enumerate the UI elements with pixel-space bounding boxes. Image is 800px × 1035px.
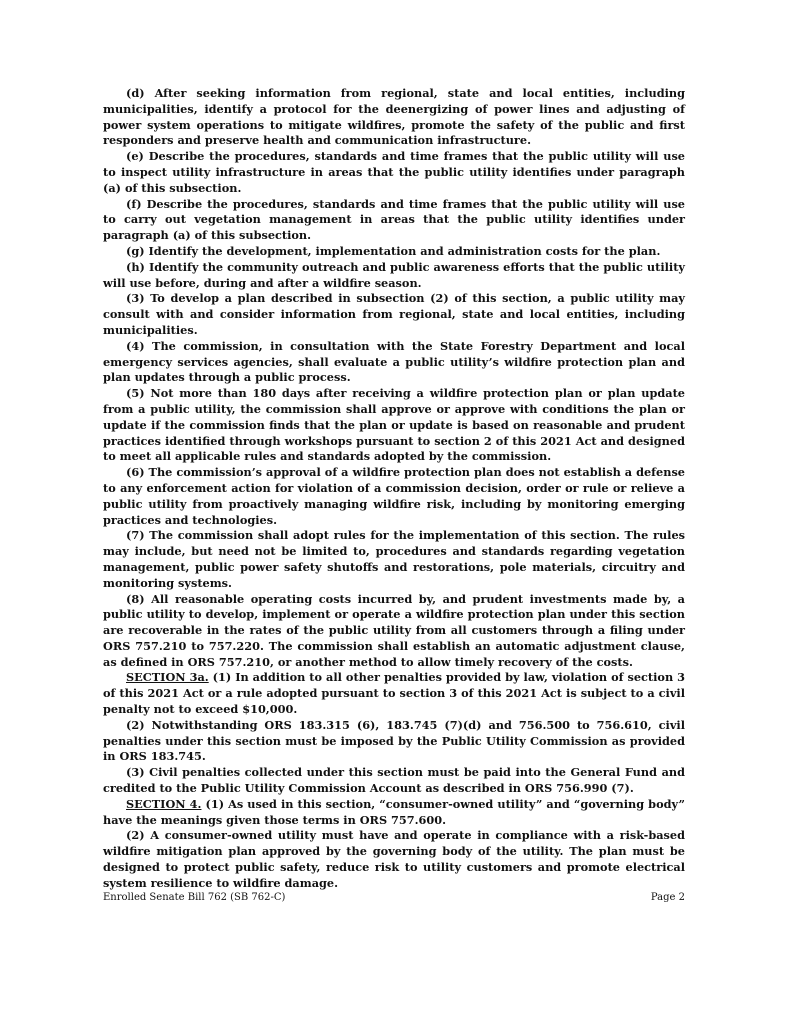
section-3a-paragraph-1: [103, 670, 685, 717]
section-4-label: SECTION 4.: [126, 796, 202, 811]
section-3a-label: SECTION 3a.: [126, 670, 209, 685]
paragraph-2d: (d) After seeking information from regional, state and local entities, including municipalities, identify a protocol for the deenergizing of power lines and adjusting of power system operations to mitigate wildfires, promote the safety of the public and first responders and preserve health and communication infrastructure.: [103, 86, 685, 148]
paragraph-5: (5) Not more than 180 days after receiving a wildfire protection plan or plan update from a public utility, the commission shall approve or approve with conditions the plan or update if the commission finds that the plan or update is based on reasonable and prudent practices identified through workshops pursuant to section 2 of this 2021 Act and designed to meet all applicable rules and standards adopted by the commission.: [103, 386, 685, 464]
paragraph-6: (6) The commission’s approval of a wildfire protection plan does not establish a defense to any enforcement action for violation of a commission decision, order or rule or relieve a public utility from proactively managing wildfire risk, including by monitoring emerging practices and technologies.: [103, 465, 685, 527]
section-4-paragraph-1: [103, 797, 685, 829]
paragraph-2h: (h) Identify the community outreach and public awareness efforts that the public utility will use before, during and after a wildfire season.: [103, 259, 685, 290]
document-body: [103, 86, 685, 892]
page-footer: [103, 892, 685, 903]
paragraph-7: (7) The commission shall adopt rules for the implementation of this section. The rules may include, but need not be limited to, procedures and standards regarding vegetation management, public power safety shutoffs and restorations, pole materials, circuitry and monitoring systems.: [103, 528, 685, 590]
footer-bill-title: Enrolled Senate Bill 762 (SB 762-C): [103, 892, 286, 903]
section-4-paragraph-2: (2) A consumer-owned utility must have and operate in compliance with a risk-based wildfire mitigation plan approved by the governing body of the utility. The plan must be designed to protect public safety, reduce risk to utility customers and promote electrical system resilience to wildfire damage.: [103, 828, 685, 890]
section-4-text-1: (1) As used in this section, “consumer-owned utility” and “governing body” have the meanings given those terms in ORS 757.600.: [103, 796, 685, 827]
paragraph-4: (4) The commission, in consultation with the State Forestry Department and local emergency services agencies, shall evaluate a public utility’s wildfire protection plan and plan updates through a public process.: [103, 338, 685, 385]
paragraph-2f: (f) Describe the procedures, standards and time frames that the public utility will use to carry out vegetation management in areas that the public utility identifies under paragraph (a) of this subsection.: [103, 196, 685, 243]
section-3a-paragraph-2: (2) Notwithstanding ORS 183.315 (6), 183.745 (7)(d) and 756.500 to 756.610, civil penalties under this section must be imposed by the Public Utility Commission as provided in ORS 183.745.: [103, 717, 685, 764]
paragraph-8: (8) All reasonable operating costs incurred by, and prudent investments made by, a public utility to develop, implement or operate a wildfire protection plan under this section are recoverable in the rates of the public utility from all customers through a filing under ORS 757.210 to 757.220. The commission shall establish an automatic adjustment clause, as defined in ORS 757.210, or another method to allow timely recovery of the costs.: [103, 591, 685, 669]
paragraph-2e: (e) Describe the procedures, standards and time frames that the public utility will use to inspect utility infrastructure in areas that the public utility identifies under paragraph (a) of this subsection.: [103, 149, 685, 195]
section-3a-paragraph-3: (3) Civil penalties collected under this section must be paid into the General Fund and credited to the Public Utility Commission Account as described in ORS 756.990 (7).: [103, 765, 685, 796]
section-3a-text-1: (1) In addition to all other penalties provided by law, violation of section 3 of this 2021 Act or a rule adopted pursuant to section 3 of this 2021 Act is subject to a civil penalty not to exceed $10,000.: [103, 670, 685, 717]
paragraph-2g: (g) Identify the development, implementation and administration costs for the plan.: [126, 243, 661, 258]
paragraph-3: (3) To develop a plan described in subsection (2) of this section, a public utility may consult with and consider information from regional, state and local entities, including municipalities.: [103, 291, 685, 337]
footer-page-number: Page 2: [650, 892, 685, 903]
